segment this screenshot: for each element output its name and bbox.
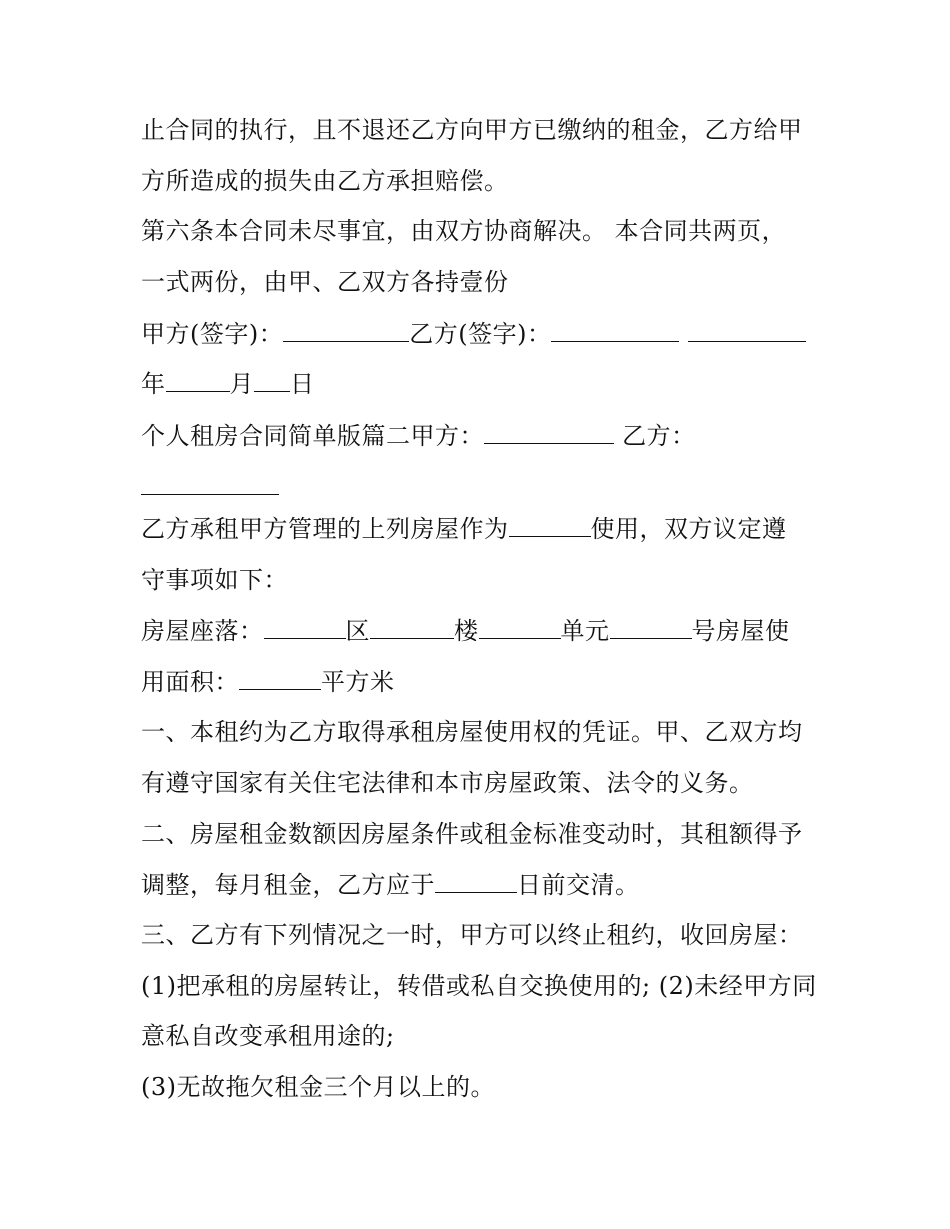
party-b-signature-blank: [551, 319, 679, 342]
signature-line: [141, 319, 806, 349]
year-label: 年: [141, 370, 166, 398]
month-blank: [166, 369, 230, 392]
clause-2-cont: [141, 870, 640, 900]
building-label: 楼: [454, 617, 479, 645]
district-label: 区: [345, 617, 370, 645]
clause-3: 三、乙方有下列情况之一时，甲方可以终止租约，收回房屋：: [141, 921, 803, 949]
clause-3-items: (1)把承租的房屋转让，转借或私自交换使用的; (2)未经甲方同: [141, 972, 817, 1000]
text-line: 第六条本合同未尽事宜，由双方协商解决。 本合同共两页，: [141, 217, 787, 245]
unit-blank: [479, 616, 561, 639]
text-line: 守事项如下：: [141, 566, 288, 594]
district-blank: [264, 616, 346, 639]
party-a-signature-blank: [283, 319, 409, 342]
day-label: 日: [290, 370, 315, 398]
party-a-sign-label: 甲方(签字)：: [141, 320, 284, 348]
clause-1: 一、本租约为乙方取得承租房屋使用权的凭证。甲、乙双方均: [141, 718, 803, 746]
location-line: [141, 616, 790, 646]
clause-3-item-3: (3)无故拖欠租金三个月以上的。: [141, 1073, 495, 1101]
location-label: 房屋座落：: [141, 617, 264, 645]
text-line: 方所造成的损失由乙方承担赔偿。: [141, 167, 509, 195]
party-a-name-blank: [484, 421, 614, 444]
usage-blank: [509, 514, 591, 537]
party-b-name-blank: [141, 472, 279, 495]
month-label: 月: [229, 370, 254, 398]
usage-line: [141, 514, 787, 544]
usage-after: 使用，双方议定遵: [590, 515, 787, 543]
date-line: [141, 369, 315, 399]
payment-day-blank: [435, 870, 517, 893]
date-blank: [688, 319, 806, 342]
usage-before: 乙方承租甲方管理的上列房屋作为: [141, 515, 509, 543]
contract-title: 个人租房合同简单版篇二甲方：: [141, 422, 484, 450]
clause-3-items-cont: 意私自改变承租用途的;: [141, 1022, 395, 1050]
clause-2: 二、房屋租金数额因房屋条件或租金标准变动时，其租额得予: [141, 820, 803, 848]
party-b-label: 乙方：: [622, 422, 696, 450]
party-b-sign-label: 乙方(签字)：: [409, 320, 552, 348]
area-line: [141, 667, 395, 697]
area-blank: [239, 667, 321, 690]
number-blank: [610, 616, 692, 639]
area-unit: 平方米: [321, 668, 395, 696]
building-blank: [370, 616, 454, 639]
clause-1-cont: 有遵守国家有关住宅法律和本市房屋政策、法令的义务。: [141, 769, 754, 797]
text-line: 止合同的执行，且不退还乙方向甲方已缴纳的租金，乙方给甲: [141, 116, 803, 144]
unit-label: 单元: [560, 617, 610, 645]
area-label: 用面积：: [141, 668, 239, 696]
text-line: 一式两份，由甲、乙双方各持壹份: [141, 268, 509, 296]
blank-line: [141, 472, 279, 502]
title-line: [141, 421, 696, 451]
clause-2-after: 日前交清。: [517, 871, 640, 899]
location-tail: 号房屋使: [691, 617, 790, 645]
day-blank: [254, 369, 290, 392]
clause-2-before: 调整，每月租金，乙方应于: [141, 871, 435, 899]
